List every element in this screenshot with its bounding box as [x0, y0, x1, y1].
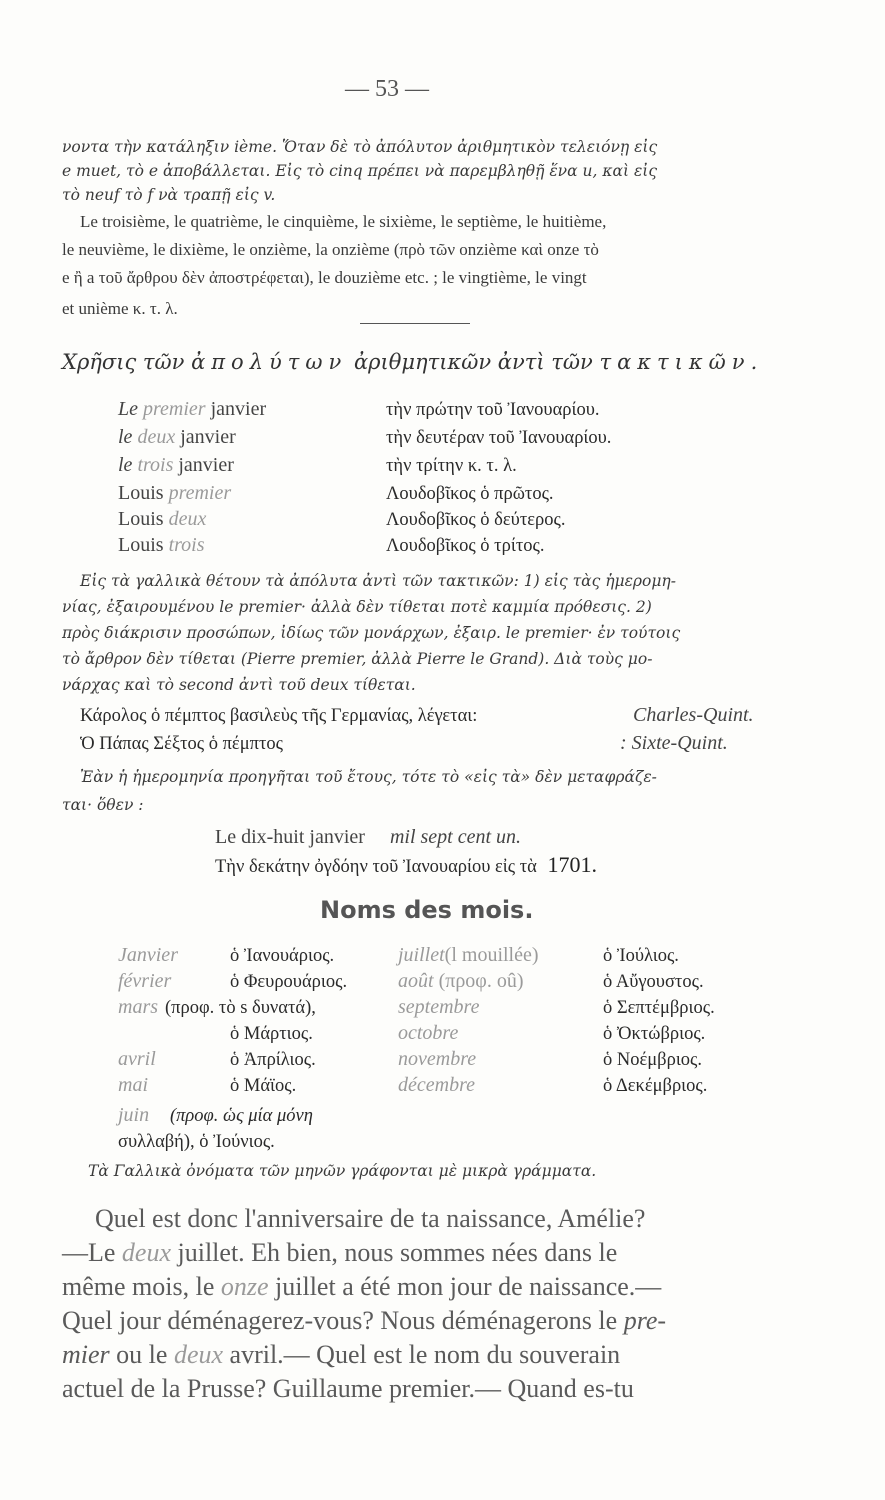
intro-line-1: νοντα τὴν κατάληξιν ième. Ὅταν δὲ τὸ ἀπόλυτον ἀριθμητικὸν τελειόνῃ εἰς — [62, 138, 658, 156]
note-line-4: τὸ ἄρθρον δὲν τίθεται (Pierre premier, ἀλλὰ Pierre le Grand). Διὰ τοὺς μο- — [62, 650, 653, 668]
month-gr-aout: ὁ Αὔγουστος. — [603, 972, 704, 992]
section-divider — [360, 323, 470, 324]
ordinal-line-1: Le troisième, le quatrième, le cinquième, le sixième, le septième, le huitième, — [80, 212, 607, 231]
note-line-1: Εἰς τὰ γαλλικὰ θέτουν τὰ ἀπόλυτα ἀντὶ τῶν τακτικῶν: 1) εἰς τὰς ἡμερομη- — [80, 572, 676, 590]
section-title-part1: Χρῆσις τῶν — [62, 350, 185, 374]
month-fr-juillet: juillet(l mouillée) — [398, 944, 539, 966]
example-fr-5: Louis deux — [118, 508, 207, 530]
month-gr-septembre: ὁ Σεπτέμβριος. — [603, 998, 715, 1018]
month-gr-juin: συλλαβή), ὁ Ἰούνιος. — [118, 1132, 275, 1152]
example-gr-4: Λουδοβῖκος ὁ πρῶτος. — [386, 484, 554, 504]
date-example-greek: Τὴν δεκάτην ὀγδόην τοῦ Ἰανουαρίου εἰς τὰ 1701. — [215, 852, 597, 877]
page-number: — 53 — — [345, 76, 429, 102]
month-fr-fevrier: février — [118, 970, 172, 992]
example-gr-6: Λουδοβῖκος ὁ τρίτος. — [386, 536, 545, 556]
note-line-3: πρὸς διάκρισιν προσώπων, ἰδίως τῶν μονάρχων, ἐξαιρ. le premier· ἐν τούτοις — [62, 624, 681, 642]
example-gr-1: τὴν πρώτην τοῦ Ἰανουαρίου. — [386, 400, 600, 420]
note-line-5: νάρχας καὶ τὸ second ἀντὶ τοῦ deux τίθεται. — [62, 676, 416, 694]
charles-french: Charles-Quint. — [633, 704, 754, 726]
month-gr-avril: ὁ Ἀπρίλιος. — [230, 1050, 316, 1070]
month-fr-octobre: octobre — [398, 1022, 459, 1044]
example-fr-1: Le premier janvier — [118, 398, 267, 420]
month-gr-juin-note: (προφ. ὡς μία μόνη — [170, 1106, 313, 1126]
month-gr-mai: ὁ Μάϊος. — [230, 1076, 297, 1096]
intro-line-2: e muet, τὸ e ἀποβάλλεται. Εἰς τὸ cinq πρέπει νὰ παρεμβληθῇ ἕνα u, καὶ εἰς — [62, 162, 658, 180]
example-fr-6: Louis trois — [118, 534, 205, 556]
example-fr-4: Louis premier — [118, 482, 232, 504]
exercise-line-2: —Le deux juillet. Eh bien, nous sommes nées dans le — [62, 1238, 618, 1267]
charles-greek: Κάρολος ὁ πέμπτος βασιλεὺς τῆς Γερμανίας, λέγεται: — [80, 706, 478, 726]
note-line-2: νίας, ἐξαιρουμένου le premier· ἀλλὰ δὲν τίθεται ποτὲ καμμία πρόθεσις. 2) — [62, 598, 652, 616]
section-title-part3: ἀριθμητικῶν ἀντὶ τῶν — [353, 350, 593, 374]
example-gr-2: τὴν δευτέραν τοῦ Ἰανουαρίου. — [386, 428, 612, 448]
exercise-line-5: mier ou le deux avril.— Quel est le nom du souverain — [62, 1340, 621, 1369]
exercise-line-4: Quel jour déménagerez-vous? Nous déménagerons le pre- — [62, 1306, 667, 1335]
exercise-line-1: Quel est donc l'anniversaire de ta naissance, Amélie? — [95, 1204, 646, 1233]
month-gr-novembre: ὁ Νοέμβριος. — [603, 1050, 702, 1070]
month-fr-decembre: décembre — [398, 1074, 475, 1096]
pope-french: : Sixte-Quint. — [620, 732, 728, 754]
month-gr-janvier: ὁ Ἰανουάριος. — [230, 946, 335, 966]
month-gr-mars: ὁ Μάρτιος. — [230, 1024, 313, 1044]
month-fr-avril: avril — [118, 1048, 156, 1070]
exercise-line-6: actuel de la Prusse? Guillaume premier.— Quand es-tu — [62, 1374, 634, 1403]
intro-line-3: τὸ neuf τὸ f νὰ τραπῇ εἰς v. — [62, 186, 276, 204]
month-fr-mai: mai — [118, 1074, 148, 1096]
months-note: Τὰ Γαλλικὰ ὀνόματα τῶν μηνῶν γράφονται μὲ μικρὰ γράμματα. — [88, 1162, 597, 1180]
date-example-french: Le dix-huit janvier mil sept cent un. — [215, 826, 522, 848]
section-title-part2: ἀπολύτων — [191, 350, 348, 374]
month-gr-decembre: ὁ Δεκέμβριος. — [603, 1076, 708, 1096]
month-fr-septembre: septembre — [398, 996, 480, 1018]
date-note-line-2: ται· ὅθεν : — [62, 796, 144, 814]
month-gr-juillet: ὁ Ἰούλιος. — [603, 946, 679, 966]
example-fr-2: le deux janvier — [118, 426, 236, 448]
example-gr-3: τὴν τρίτην κ. τ. λ. — [386, 456, 517, 476]
month-gr-octobre: ὁ Ὀκτώβριος. — [603, 1024, 706, 1044]
month-gr-fevrier: ὁ Φευρουάριος. — [230, 972, 348, 992]
ordinal-line-4: et unième κ. τ. λ. — [62, 299, 178, 318]
date-note-line-1: Ἐὰν ἡ ἡμερομηνία προηγῆται τοῦ ἔτους, τότε τὸ «εἰς τὰ» δὲν μεταφράζε- — [80, 768, 657, 786]
example-gr-5: Λουδοβῖκος ὁ δεύτερος. — [386, 510, 566, 530]
exercise-line-3: même mois, le onze juillet a été mon jour de naissance.— — [62, 1272, 662, 1301]
ordinal-line-2: le neuvième, le dixième, le onzième, la onzième (πρὸ τῶν onzième καὶ onze τὸ — [62, 240, 599, 259]
month-fr-novembre: novembre — [398, 1048, 477, 1070]
month-fr-mars: mars — [118, 996, 159, 1018]
month-fr-aout: août (προφ. oû) — [398, 970, 524, 992]
example-fr-3: le trois janvier — [118, 454, 234, 476]
month-fr-janvier: Janvier — [118, 944, 178, 966]
months-heading: Noms des mois. — [320, 896, 534, 924]
pope-greek: Ὁ Πάπας Σέξτος ὁ πέμπτος — [80, 734, 283, 754]
ordinal-line-3: e ἢ a τοῦ ἄρθρου δὲν ἀποστρέφεται), le douzième etc. ; le vingtième, le vingt — [62, 268, 587, 287]
section-title — [62, 350, 763, 374]
month-fr-juin: juin — [118, 1104, 150, 1126]
month-gr-mars-note: (προφ. τὸ s δυνατά), — [165, 998, 316, 1018]
section-title-part4: τακτικῶν. — [599, 350, 764, 374]
